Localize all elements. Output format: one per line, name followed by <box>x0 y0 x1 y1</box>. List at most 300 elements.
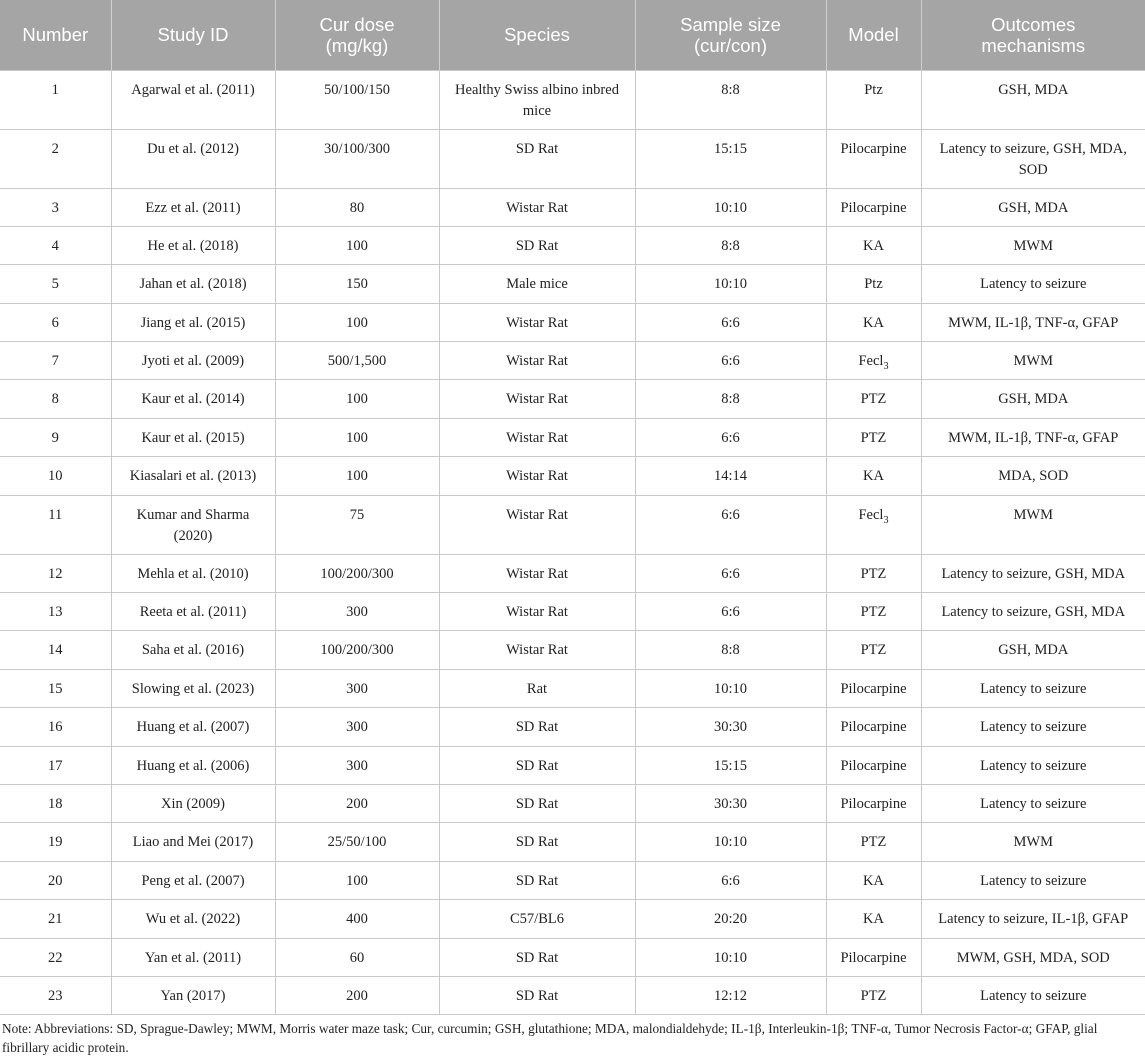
cell-number-text: 9 <box>51 429 59 446</box>
cell-outcomes <box>921 188 1145 226</box>
cell-model-text: PTZ <box>860 834 887 851</box>
cell-outcomes-text: Latency to seizure <box>980 987 1087 1004</box>
cell-outcomes <box>921 554 1145 592</box>
table-row <box>0 70 1145 129</box>
cell-species <box>439 900 635 938</box>
cell-cur-dose-text: 100 <box>346 872 368 889</box>
cell-outcomes-text: Latency to seizure <box>980 872 1087 889</box>
cell-cur-dose <box>275 631 439 669</box>
cell-outcomes <box>921 593 1145 631</box>
cell-cur-dose-text: 80 <box>349 199 365 216</box>
cell-study-id <box>111 129 275 188</box>
cell-cur-dose-text: 100/200/300 <box>320 642 394 659</box>
cell-number-text: 16 <box>48 719 63 736</box>
cell-model-text: KA <box>863 314 884 331</box>
cell-number <box>0 708 111 746</box>
cell-study-id <box>111 226 275 264</box>
cell-sample-size-text: 8:8 <box>721 642 740 659</box>
cell-outcomes <box>921 784 1145 822</box>
cell-number-text: 19 <box>48 834 63 851</box>
cell-sample-size-text: 6:6 <box>721 314 740 331</box>
cell-model-text: PTZ <box>860 642 887 659</box>
cell-model-text: Pilocarpine <box>840 757 907 774</box>
cell-cur-dose <box>275 554 439 592</box>
cell-model <box>826 226 921 264</box>
cell-sample-size <box>635 188 826 226</box>
cell-outcomes-text: MDA, SOD <box>998 468 1069 485</box>
cell-model <box>826 554 921 592</box>
cell-species-text: Wistar Rat <box>506 391 568 408</box>
cell-model-text: Pilocarpine <box>840 680 907 697</box>
cell-study-id <box>111 265 275 303</box>
cell-sample-size-text: 6:6 <box>721 506 740 523</box>
cell-cur-dose-text: 50/100/150 <box>323 81 391 98</box>
cell-study-id <box>111 784 275 822</box>
cell-model-text: Pilocarpine <box>840 719 907 736</box>
cell-outcomes-text: GSH, MDA <box>998 199 1069 216</box>
cell-sample-size <box>635 631 826 669</box>
cell-cur-dose <box>275 495 439 554</box>
cell-study-id <box>111 342 275 380</box>
cell-species-text: SD Rat <box>515 757 559 774</box>
cell-sample-size <box>635 303 826 341</box>
cell-model-text: Ptz <box>864 81 883 98</box>
cell-number-text: 15 <box>48 680 63 697</box>
cell-study-id <box>111 418 275 456</box>
cell-species-text: Wistar Rat <box>506 506 568 523</box>
column-header-study-id <box>111 0 275 70</box>
cell-study-id <box>111 746 275 784</box>
cell-study-id-text: Slowing et al. (2023) <box>131 680 255 697</box>
cell-cur-dose-text: 150 <box>346 276 368 293</box>
cell-number-text: 8 <box>51 391 59 408</box>
cell-number <box>0 226 111 264</box>
cell-number-text: 2 <box>51 140 59 157</box>
cell-species <box>439 265 635 303</box>
cell-cur-dose-text: 300 <box>346 719 368 736</box>
cell-study-id <box>111 70 275 129</box>
cell-model <box>826 938 921 976</box>
cell-outcomes <box>921 342 1145 380</box>
cell-outcomes-text: MWM <box>1013 834 1053 851</box>
table-header <box>0 0 1145 70</box>
cell-model <box>826 900 921 938</box>
column-header-label-line2: (mg/kg) <box>325 34 389 56</box>
cell-sample-size <box>635 900 826 938</box>
cell-sample-size <box>635 593 826 631</box>
cell-species-text: SD Rat <box>515 237 559 254</box>
cell-outcomes <box>921 129 1145 188</box>
cell-outcomes-text: GSH, MDA <box>998 391 1069 408</box>
cell-outcomes <box>921 708 1145 746</box>
cell-model-text: Pilocarpine <box>840 949 907 966</box>
cell-model-text: Ptz <box>864 276 883 293</box>
cell-model <box>826 746 921 784</box>
cell-model <box>826 669 921 707</box>
cell-study-id <box>111 631 275 669</box>
cell-number <box>0 938 111 976</box>
cell-model <box>826 418 921 456</box>
cell-number-text: 6 <box>51 314 59 331</box>
cell-sample-size <box>635 457 826 495</box>
table-row <box>0 380 1145 418</box>
cell-study-id-text: Yan et al. (2011) <box>144 949 242 966</box>
cell-number <box>0 784 111 822</box>
cell-sample-size-text: 6:6 <box>721 429 740 446</box>
cell-number <box>0 418 111 456</box>
table-row <box>0 784 1145 822</box>
cell-number-text: 4 <box>51 237 59 254</box>
cell-sample-size-text: 10:10 <box>713 199 748 216</box>
column-header-outcomes <box>921 0 1145 70</box>
cell-outcomes-text: MWM, GSH, MDA, SOD <box>956 949 1110 966</box>
cell-study-id <box>111 554 275 592</box>
cell-outcomes-text: MWM <box>1013 353 1053 370</box>
cell-species <box>439 129 635 188</box>
cell-outcomes-text: Latency to seizure <box>980 719 1087 736</box>
cell-number-text: 7 <box>51 353 59 370</box>
cell-number <box>0 188 111 226</box>
cell-model <box>826 861 921 899</box>
cell-sample-size <box>635 976 826 1014</box>
cell-number <box>0 303 111 341</box>
cell-sample-size-text: 12:12 <box>713 987 748 1004</box>
cell-species-text: Wistar Rat <box>506 565 568 582</box>
cell-number <box>0 593 111 631</box>
cell-study-id <box>111 708 275 746</box>
cell-sample-size <box>635 418 826 456</box>
cell-outcomes <box>921 900 1145 938</box>
cell-species-text: SD Rat <box>515 795 559 812</box>
cell-sample-size <box>635 938 826 976</box>
cell-study-id-text: Jyoti et al. (2009) <box>141 353 245 370</box>
table-row <box>0 900 1145 938</box>
cell-outcomes <box>921 746 1145 784</box>
cell-sample-size-text: 10:10 <box>713 949 748 966</box>
cell-cur-dose-text: 25/50/100 <box>327 834 387 851</box>
cell-number-text: 23 <box>48 987 63 1004</box>
cell-cur-dose <box>275 342 439 380</box>
cell-study-id-text: Ezz et al. (2011) <box>145 199 241 216</box>
cell-study-id-text: Jiang et al. (2015) <box>140 314 246 331</box>
cell-species <box>439 70 635 129</box>
cell-number-text: 11 <box>48 506 63 523</box>
column-header-species <box>439 0 635 70</box>
table-row <box>0 342 1145 380</box>
cell-species-text: SD Rat <box>515 987 559 1004</box>
cell-study-id <box>111 861 275 899</box>
table-row <box>0 861 1145 899</box>
cell-outcomes <box>921 70 1145 129</box>
table-row <box>0 265 1145 303</box>
cell-model <box>826 976 921 1014</box>
cell-sample-size <box>635 823 826 861</box>
cell-study-id-text: Du et al. (2012) <box>147 140 239 157</box>
column-header-label: Species <box>504 24 570 46</box>
cell-number <box>0 823 111 861</box>
cell-outcomes <box>921 631 1145 669</box>
cell-study-id-text: Reeta et al. (2011) <box>139 604 247 621</box>
cell-sample-size <box>635 380 826 418</box>
cell-model <box>826 303 921 341</box>
cell-cur-dose <box>275 861 439 899</box>
cell-sample-size-text: 30:30 <box>713 795 748 812</box>
cell-model <box>826 129 921 188</box>
cell-cur-dose <box>275 226 439 264</box>
cell-study-id-text: Huang et al. (2007) <box>136 719 250 736</box>
table-row <box>0 669 1145 707</box>
cell-model <box>826 457 921 495</box>
column-header-label: Number <box>22 24 89 46</box>
cell-model <box>826 342 921 380</box>
table-row <box>0 631 1145 669</box>
cell-species <box>439 669 635 707</box>
cell-species <box>439 746 635 784</box>
header-row <box>0 0 1145 70</box>
column-header-label: Cur dose <box>319 13 395 35</box>
cell-study-id-text: Liao and Mei (2017) <box>132 834 254 851</box>
cell-cur-dose <box>275 457 439 495</box>
cell-species <box>439 303 635 341</box>
cell-species-text: SD Rat <box>515 872 559 889</box>
cell-model-text: PTZ <box>860 429 887 446</box>
cell-cur-dose-text: 100 <box>346 429 368 446</box>
cell-outcomes-text: Latency to seizure, GSH, MDA <box>941 604 1126 621</box>
cell-study-id-text: Huang et al. (2006) <box>136 757 250 774</box>
table-row <box>0 823 1145 861</box>
cell-species-text: Rat <box>526 680 548 697</box>
cell-outcomes-text: GSH, MDA <box>998 642 1069 659</box>
cell-cur-dose <box>275 938 439 976</box>
cell-cur-dose-text: 300 <box>346 757 368 774</box>
cell-cur-dose <box>275 188 439 226</box>
cell-sample-size <box>635 669 826 707</box>
cell-model <box>826 265 921 303</box>
cell-species <box>439 226 635 264</box>
cell-cur-dose-text: 100/200/300 <box>320 565 394 582</box>
cell-model <box>826 70 921 129</box>
cell-study-id <box>111 593 275 631</box>
cell-cur-dose-text: 500/1,500 <box>327 353 387 370</box>
cell-cur-dose <box>275 418 439 456</box>
cell-species <box>439 593 635 631</box>
cell-model-text: PTZ <box>860 391 887 408</box>
cell-outcomes <box>921 380 1145 418</box>
table-row <box>0 976 1145 1014</box>
cell-cur-dose-text: 400 <box>346 911 368 928</box>
cell-number <box>0 669 111 707</box>
cell-model <box>826 708 921 746</box>
cell-number-text: 21 <box>48 911 63 928</box>
cell-sample-size-text: 8:8 <box>721 391 740 408</box>
cell-study-id-text: Kumar and Sharma (2020) <box>136 506 250 544</box>
cell-sample-size <box>635 265 826 303</box>
cell-number <box>0 380 111 418</box>
cell-number <box>0 495 111 554</box>
cell-model-text: KA <box>863 872 884 889</box>
cell-outcomes <box>921 226 1145 264</box>
cell-sample-size <box>635 226 826 264</box>
cell-outcomes-text: Latency to seizure <box>980 276 1087 293</box>
cell-outcomes-text: Latency to seizure, GSH, MDA, SOD <box>939 140 1127 178</box>
cell-study-id <box>111 900 275 938</box>
cell-species <box>439 418 635 456</box>
cell-outcomes-text: MWM, IL-1β, TNF-α, GFAP <box>948 429 1119 446</box>
cell-study-id-text: Wu et al. (2022) <box>145 911 241 928</box>
cell-species <box>439 938 635 976</box>
table-footnote: Note: Abbreviations: SD, Sprague-Dawley; MWM, Morris water maze task; Cur, curcumin; GSH, glutathione; MDA, malondialdehyde; IL-1β, Interleukin-1β; TNF-α, Tumor Necrosis Factor-α; GFAP, glial fibrillary acidic protein. <box>2 1021 1098 1056</box>
cell-sample-size-text: 15:15 <box>713 757 748 774</box>
cell-cur-dose <box>275 746 439 784</box>
cell-outcomes <box>921 495 1145 554</box>
cell-cur-dose <box>275 900 439 938</box>
cell-cur-dose <box>275 129 439 188</box>
cell-species <box>439 708 635 746</box>
cell-sample-size-text: 20:20 <box>713 911 748 928</box>
cell-model-text: Fecl <box>858 353 884 370</box>
cell-study-id-text: Kiasalari et al. (2013) <box>129 468 257 485</box>
column-header-cur-dose <box>275 0 439 70</box>
cell-species <box>439 342 635 380</box>
table-row <box>0 554 1145 592</box>
cell-species <box>439 631 635 669</box>
cell-study-id <box>111 495 275 554</box>
table-body <box>0 70 1145 1015</box>
cell-species-text: Wistar Rat <box>506 468 568 485</box>
cell-study-id <box>111 303 275 341</box>
table-row <box>0 418 1145 456</box>
cell-number-text: 22 <box>48 949 63 966</box>
cell-model-text: KA <box>863 237 884 254</box>
cell-cur-dose-text: 200 <box>346 987 368 1004</box>
cell-number <box>0 129 111 188</box>
cell-outcomes <box>921 265 1145 303</box>
table-row <box>0 188 1145 226</box>
cell-study-id <box>111 669 275 707</box>
cell-number <box>0 70 111 129</box>
cell-outcomes-text: Latency to seizure <box>980 757 1087 774</box>
cell-study-id-text: Kaur et al. (2015) <box>141 429 245 446</box>
cell-cur-dose <box>275 70 439 129</box>
cell-sample-size <box>635 861 826 899</box>
column-header-model <box>826 0 921 70</box>
cell-cur-dose-text: 300 <box>346 680 368 697</box>
cell-model-text: PTZ <box>860 565 887 582</box>
cell-study-id-text: Yan (2017) <box>160 987 226 1004</box>
cell-outcomes <box>921 976 1145 1014</box>
cell-number-text: 10 <box>48 468 63 485</box>
cell-model <box>826 380 921 418</box>
cell-species <box>439 188 635 226</box>
cell-sample-size-text: 8:8 <box>721 237 740 254</box>
cell-study-id-text: He et al. (2018) <box>147 237 239 254</box>
cell-cur-dose <box>275 669 439 707</box>
cell-species-text: Wistar Rat <box>506 314 568 331</box>
cell-species-text: Wistar Rat <box>506 353 568 370</box>
cell-model-text: KA <box>863 468 884 485</box>
cell-number-text: 3 <box>51 199 59 216</box>
cell-model-text: Pilocarpine <box>840 199 907 216</box>
table-row <box>0 303 1145 341</box>
cell-number-text: 14 <box>48 642 63 659</box>
cell-number <box>0 861 111 899</box>
cell-number-text: 1 <box>51 81 59 98</box>
cell-outcomes <box>921 457 1145 495</box>
cell-cur-dose <box>275 823 439 861</box>
cell-model-text: Fecl <box>858 506 884 523</box>
cell-cur-dose-text: 200 <box>346 795 368 812</box>
cell-study-id <box>111 457 275 495</box>
cell-cur-dose <box>275 708 439 746</box>
cell-species-text: SD Rat <box>515 949 559 966</box>
cell-number-text: 5 <box>51 276 59 293</box>
cell-outcomes <box>921 861 1145 899</box>
cell-number-text: 17 <box>48 757 63 774</box>
cell-model <box>826 495 921 554</box>
column-header-label: Sample size <box>680 13 781 35</box>
cell-study-id <box>111 823 275 861</box>
cell-species-text: Wistar Rat <box>506 604 568 621</box>
cell-model-text: KA <box>863 911 884 928</box>
cell-study-id-text: Agarwal et al. (2011) <box>131 81 255 98</box>
cell-sample-size <box>635 784 826 822</box>
table-row <box>0 226 1145 264</box>
cell-cur-dose <box>275 976 439 1014</box>
cell-sample-size <box>635 495 826 554</box>
cell-number <box>0 457 111 495</box>
cell-outcomes <box>921 938 1145 976</box>
cell-species <box>439 784 635 822</box>
table-row <box>0 457 1145 495</box>
cell-species <box>439 495 635 554</box>
cell-species <box>439 457 635 495</box>
cell-sample-size <box>635 70 826 129</box>
cell-cur-dose <box>275 303 439 341</box>
cell-cur-dose-text: 300 <box>346 604 368 621</box>
model-subscript: 3 <box>883 514 889 526</box>
cell-number-text: 13 <box>48 604 63 621</box>
cell-study-id-text: Peng et al. (2007) <box>141 872 245 889</box>
cell-model <box>826 784 921 822</box>
cell-model-text: PTZ <box>860 604 887 621</box>
cell-outcomes-text: Latency to seizure <box>980 795 1087 812</box>
cell-number <box>0 554 111 592</box>
cell-sample-size <box>635 554 826 592</box>
cell-species-text: Male mice <box>506 276 568 293</box>
cell-outcomes-text: MWM, IL-1β, TNF-α, GFAP <box>948 314 1119 331</box>
cell-outcomes-text: Latency to seizure, GSH, MDA <box>941 565 1126 582</box>
cell-sample-size <box>635 746 826 784</box>
cell-study-id <box>111 188 275 226</box>
cell-sample-size-text: 8:8 <box>721 81 740 98</box>
cell-species <box>439 976 635 1014</box>
cell-outcomes-text: Latency to seizure, IL-1β, GFAP <box>938 911 1129 928</box>
cell-species-text: Wistar Rat <box>506 199 568 216</box>
cell-species-text: SD Rat <box>515 140 559 157</box>
cell-sample-size-text: 6:6 <box>721 604 740 621</box>
cell-model <box>826 188 921 226</box>
table-row <box>0 593 1145 631</box>
cell-cur-dose-text: 100 <box>346 468 368 485</box>
cell-number <box>0 631 111 669</box>
cell-sample-size-text: 30:30 <box>713 719 748 736</box>
cell-outcomes <box>921 823 1145 861</box>
cell-species-text: SD Rat <box>515 834 559 851</box>
column-header-label: Outcomes <box>991 13 1076 35</box>
cell-cur-dose-text: 75 <box>349 506 365 523</box>
cell-species-text: SD Rat <box>515 719 559 736</box>
cell-species <box>439 554 635 592</box>
